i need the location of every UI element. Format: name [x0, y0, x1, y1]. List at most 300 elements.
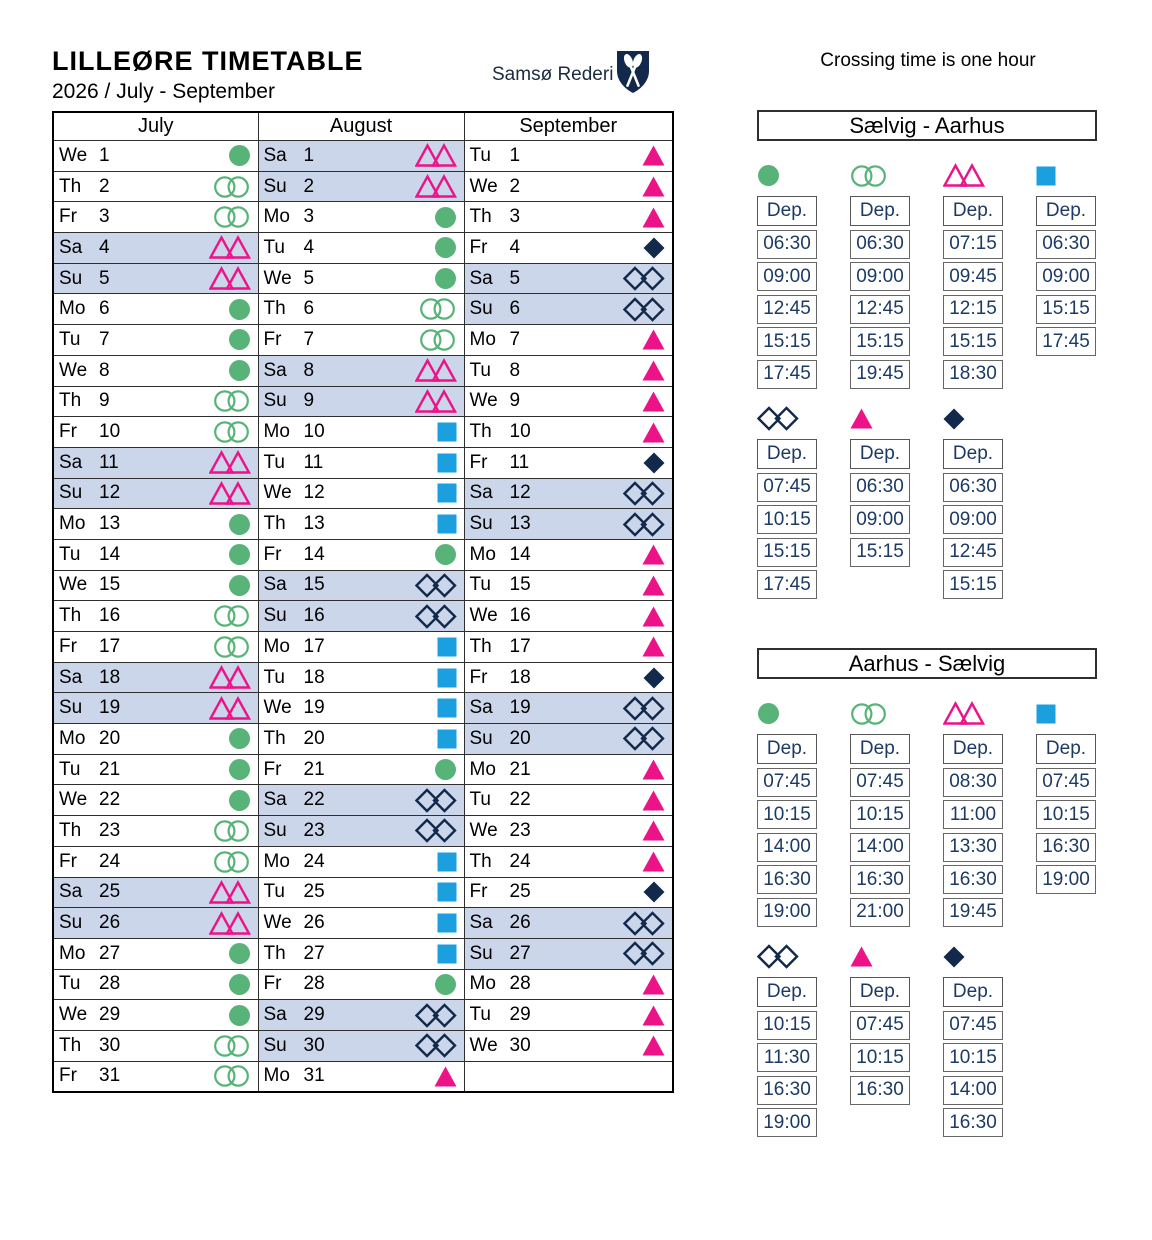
- calendar-cell: [53, 417, 258, 448]
- dep-header: Dep.: [757, 439, 817, 469]
- triangle-icon: [642, 790, 665, 811]
- double-triangle-icon: [209, 481, 251, 506]
- circle-icon: [228, 144, 251, 167]
- departure-time: 15:15: [757, 327, 817, 356]
- triangle-icon: [642, 606, 665, 627]
- calendar-cell: [258, 447, 464, 478]
- calendar-cell: [464, 846, 673, 877]
- day-number: 21: [303, 758, 325, 780]
- double-diamond-icon: [415, 1003, 457, 1028]
- day-number: 20: [303, 727, 325, 749]
- day-abbrev: Th: [263, 298, 286, 320]
- departure-column: [1036, 162, 1096, 360]
- calendar-row: [53, 263, 673, 294]
- day-number: 15: [509, 574, 531, 596]
- calendar-cell: [464, 509, 673, 540]
- departure-time: 17:45: [757, 360, 817, 389]
- departure-time: 16:30: [943, 865, 1003, 894]
- calendar-cell: [53, 202, 258, 233]
- calendar-cell: [258, 386, 464, 417]
- day-abbrev: Su: [469, 942, 493, 964]
- day-abbrev: We: [263, 482, 292, 504]
- departure-column: [757, 700, 817, 930]
- circle-icon: [228, 758, 251, 781]
- day-abbrev: We: [263, 267, 292, 289]
- departure-time: 09:45: [943, 262, 1003, 291]
- departure-time: 19:45: [850, 360, 910, 389]
- calendar-cell: [464, 141, 673, 172]
- calendar-cell: [258, 539, 464, 570]
- day-abbrev: Sa: [469, 267, 493, 289]
- schedule-row: [757, 162, 1099, 392]
- day-abbrev: Mo: [469, 543, 496, 565]
- route-title: Aarhus - Sælvig: [757, 648, 1097, 679]
- calendar-cell: [464, 294, 673, 325]
- departure-time: 09:00: [850, 262, 910, 291]
- day-abbrev: We: [263, 912, 292, 934]
- day-abbrev: Th: [59, 390, 82, 412]
- day-number: 28: [509, 973, 531, 995]
- day-number: 28: [303, 973, 325, 995]
- departure-time: 19:00: [757, 898, 817, 927]
- double-circle-icon: [213, 1034, 251, 1058]
- day-number: 8: [99, 359, 110, 381]
- calendar-cell: [464, 447, 673, 478]
- day-number: 13: [99, 513, 121, 535]
- calendar-row: [53, 294, 673, 325]
- double-circle-icon: [213, 635, 251, 659]
- triangle-icon: [642, 1035, 665, 1056]
- calendar-cell: [464, 877, 673, 908]
- calendar-cell: [53, 938, 258, 969]
- calendar-row: [53, 938, 673, 969]
- square-icon: [437, 483, 457, 503]
- departure-time: 12:15: [943, 295, 1003, 324]
- day-number: 4: [99, 236, 110, 258]
- day-number: 29: [99, 1004, 121, 1026]
- calendar-row: [53, 908, 673, 939]
- triangle-icon: [642, 145, 665, 166]
- day-abbrev: Tu: [263, 666, 285, 688]
- calendar-cell: [53, 171, 258, 202]
- double-circle-icon: [213, 604, 251, 628]
- square-icon: [1036, 162, 1096, 189]
- day-abbrev: Tu: [59, 758, 81, 780]
- departure-column: [850, 162, 910, 392]
- day-abbrev: Th: [59, 605, 82, 627]
- route-title: Sælvig - Aarhus: [757, 110, 1097, 141]
- calendar-cell: [53, 509, 258, 540]
- calendar-cell: [258, 724, 464, 755]
- day-number: 26: [99, 912, 121, 934]
- triangle-icon: [850, 405, 910, 432]
- calendar-cell: [464, 539, 673, 570]
- brand: [492, 50, 650, 99]
- day-number: 18: [303, 666, 325, 688]
- departure-time: 16:30: [757, 1076, 817, 1105]
- double-triangle-icon: [943, 162, 1003, 189]
- calendar-cell: [53, 355, 258, 386]
- calendar-row: [53, 693, 673, 724]
- day-abbrev: Mo: [469, 973, 496, 995]
- double-circle-icon: [213, 205, 251, 229]
- day-abbrev: Mo: [469, 328, 496, 350]
- departure-time: 16:30: [1036, 833, 1096, 862]
- day-number: 10: [303, 421, 325, 443]
- double-circle-icon: [850, 162, 910, 189]
- day-abbrev: Th: [469, 421, 492, 443]
- departure-time: 09:00: [1036, 262, 1096, 291]
- departure-time: 18:30: [943, 360, 1003, 389]
- day-number: 21: [99, 758, 121, 780]
- double-triangle-icon: [209, 266, 251, 291]
- square-icon: [437, 944, 457, 964]
- calendar-cell: [258, 601, 464, 632]
- calendar-row: [53, 754, 673, 785]
- triangle-icon: [642, 575, 665, 596]
- triangle-icon: [642, 329, 665, 350]
- calendar-row: [53, 325, 673, 356]
- calendar-cell: [53, 263, 258, 294]
- day-number: 8: [303, 359, 315, 381]
- circle-icon: [434, 206, 457, 229]
- day-abbrev: Fr: [469, 881, 488, 903]
- day-abbrev: Su: [59, 697, 83, 719]
- day-abbrev: Th: [59, 175, 82, 197]
- square-icon: [437, 698, 457, 718]
- square-icon: [437, 637, 457, 657]
- double-circle-icon: [213, 389, 251, 413]
- calendar-cell: [258, 1030, 464, 1061]
- calendar-cell: [464, 662, 673, 693]
- day-number: 10: [509, 421, 531, 443]
- double-diamond-icon: [623, 481, 665, 506]
- departure-column: [1036, 700, 1096, 898]
- calendar-cell: [464, 816, 673, 847]
- square-icon: [437, 882, 457, 902]
- day-number: 30: [509, 1034, 531, 1056]
- double-triangle-icon: [209, 696, 251, 721]
- calendar-cell: [464, 202, 673, 233]
- calendar-cell: [53, 386, 258, 417]
- day-number: 31: [303, 1065, 325, 1087]
- calendar-cell: [53, 908, 258, 939]
- departure-time: 10:15: [757, 800, 817, 829]
- calendar-cell: [53, 785, 258, 816]
- day-abbrev: Th: [263, 513, 286, 535]
- day-abbrev: Tu: [469, 144, 491, 166]
- calendar-cell: [258, 1061, 464, 1092]
- calendar-cell: [464, 938, 673, 969]
- day-abbrev: Th: [469, 206, 492, 228]
- departure-time: 09:00: [757, 262, 817, 291]
- calendar-cell: [464, 417, 673, 448]
- day-number: 27: [509, 942, 531, 964]
- double-diamond-icon: [623, 696, 665, 721]
- calendar-row: [53, 355, 673, 386]
- calendar-row: [53, 478, 673, 509]
- circle-icon: [228, 359, 251, 382]
- calendar-cell: [258, 263, 464, 294]
- day-abbrev: Tu: [469, 574, 491, 596]
- double-diamond-icon: [623, 726, 665, 751]
- samso-rederi-shield-icon: [616, 50, 650, 99]
- square-icon: [437, 422, 457, 442]
- triangle-icon: [642, 759, 665, 780]
- day-number: 30: [99, 1034, 121, 1056]
- day-number: 12: [99, 482, 121, 504]
- triangle-icon: [642, 974, 665, 995]
- calendar-cell: [258, 938, 464, 969]
- departure-time: 07:45: [850, 768, 910, 797]
- double-diamond-icon: [623, 266, 665, 291]
- day-abbrev: Tu: [59, 543, 81, 565]
- day-abbrev: Th: [263, 942, 286, 964]
- day-abbrev: Mo: [263, 206, 290, 228]
- dep-header: Dep.: [943, 439, 1003, 469]
- day-abbrev: Mo: [59, 298, 86, 320]
- triangle-icon: [434, 1066, 457, 1087]
- day-abbrev: Sa: [469, 482, 493, 504]
- calendar-cell: [258, 141, 464, 172]
- circle-icon: [228, 513, 251, 536]
- calendar-cell: [258, 693, 464, 724]
- departure-time: 12:45: [757, 295, 817, 324]
- calendar-row: [53, 1000, 673, 1031]
- day-number: 21: [509, 758, 531, 780]
- calendar-cell: [258, 509, 464, 540]
- departure-column: [757, 405, 817, 603]
- day-abbrev: We: [59, 1004, 88, 1026]
- departure-column: [757, 162, 817, 392]
- day-abbrev: Sa: [263, 1004, 287, 1026]
- calendar-cell: [53, 1061, 258, 1092]
- day-number: 8: [509, 359, 521, 381]
- departure-time: 16:30: [943, 1108, 1003, 1137]
- square-icon: [437, 913, 457, 933]
- day-number: 29: [509, 1004, 531, 1026]
- crossing-note: Crossing time is one hour: [820, 50, 1036, 71]
- day-abbrev: We: [469, 1034, 498, 1056]
- calendar-cell: [258, 785, 464, 816]
- departure-time: 15:15: [757, 538, 817, 567]
- day-abbrev: Th: [469, 635, 492, 657]
- departure-time: 14:00: [943, 1076, 1003, 1105]
- day-number: 24: [509, 850, 531, 872]
- departure-time: 09:00: [850, 505, 910, 534]
- calendar-cell: [258, 417, 464, 448]
- calendar-cell: [53, 570, 258, 601]
- double-triangle-icon: [415, 174, 457, 199]
- departure-column: [943, 405, 1003, 603]
- square-icon: [437, 453, 457, 473]
- day-abbrev: Fr: [59, 635, 77, 657]
- departure-time: 15:15: [943, 327, 1003, 356]
- departure-time: 10:15: [850, 800, 910, 829]
- departure-time: 10:15: [1036, 800, 1096, 829]
- day-number: 19: [509, 697, 531, 719]
- day-abbrev: Sa: [469, 697, 493, 719]
- diamond-icon: [943, 405, 1003, 432]
- calendar-row: [53, 846, 673, 877]
- day-abbrev: Fr: [59, 421, 77, 443]
- calendar-cell: [464, 478, 673, 509]
- day-number: 2: [509, 175, 521, 197]
- day-number: 17: [99, 635, 121, 657]
- calendar-cell: [258, 1000, 464, 1031]
- calendar-cell: [464, 693, 673, 724]
- circle-icon: [228, 1004, 251, 1027]
- departure-time: 08:30: [943, 768, 1003, 797]
- double-triangle-icon: [209, 235, 251, 260]
- square-icon: [437, 852, 457, 872]
- double-diamond-icon: [623, 512, 665, 537]
- departure-time: 19:45: [943, 898, 1003, 927]
- diamond-icon: [643, 237, 665, 259]
- departure-time: 16:30: [850, 865, 910, 894]
- day-number: 26: [509, 912, 531, 934]
- calendar-cell: [258, 325, 464, 356]
- double-diamond-icon: [623, 941, 665, 966]
- triangle-icon: [642, 1005, 665, 1026]
- calendar-cell: [258, 570, 464, 601]
- departure-time: 16:30: [757, 865, 817, 894]
- day-number: 22: [509, 789, 531, 811]
- double-circle-icon: [850, 700, 910, 727]
- day-number: 28: [99, 973, 121, 995]
- departure-time: 19:00: [757, 1108, 817, 1137]
- calendar-cell: [258, 478, 464, 509]
- double-diamond-icon: [415, 1033, 457, 1058]
- dep-header: Dep.: [1036, 734, 1096, 764]
- departure-time: 19:00: [1036, 865, 1096, 894]
- day-abbrev: Mo: [263, 1065, 290, 1087]
- diamond-icon: [943, 943, 1003, 970]
- day-number: 23: [99, 819, 121, 841]
- day-abbrev: We: [469, 390, 498, 412]
- day-abbrev: We: [59, 144, 88, 166]
- day-number: 4: [509, 236, 521, 258]
- departure-time: 14:00: [757, 833, 817, 862]
- calendar-cell: [258, 816, 464, 847]
- calendar-row: [53, 1061, 673, 1092]
- circle-icon: [757, 162, 817, 189]
- calendar-row: [53, 417, 673, 448]
- day-number: 25: [303, 881, 325, 903]
- day-abbrev: Su: [469, 727, 493, 749]
- day-number: 20: [509, 727, 531, 749]
- day-abbrev: Su: [263, 819, 287, 841]
- departure-column: [943, 162, 1003, 392]
- calendar-row: [53, 202, 673, 233]
- month-header: July: [53, 112, 258, 141]
- page-subtitle: 2026 / July - September: [52, 80, 275, 103]
- calendar-row: [53, 447, 673, 478]
- departure-time: 06:30: [943, 473, 1003, 502]
- day-number: 9: [303, 390, 315, 412]
- day-abbrev: Tu: [469, 1004, 491, 1026]
- departure-time: 07:15: [943, 230, 1003, 259]
- day-number: 27: [99, 942, 121, 964]
- departure-time: 07:45: [757, 473, 817, 502]
- departure-time: 17:45: [757, 570, 817, 599]
- calendar-cell: [53, 1000, 258, 1031]
- day-abbrev: Sa: [263, 359, 287, 381]
- day-abbrev: Mo: [469, 758, 496, 780]
- calendar-cell: [464, 632, 673, 663]
- day-abbrev: We: [469, 819, 498, 841]
- circle-icon: [434, 758, 457, 781]
- triangle-icon: [642, 544, 665, 565]
- calendar-cell: [258, 355, 464, 386]
- day-number: 7: [509, 328, 521, 350]
- day-number: 12: [509, 482, 531, 504]
- calendar-cell: [53, 1030, 258, 1061]
- day-number: 1: [303, 144, 315, 166]
- calendar-cell: [464, 171, 673, 202]
- double-triangle-icon: [943, 700, 1003, 727]
- day-abbrev: Th: [263, 727, 286, 749]
- day-abbrev: We: [263, 697, 292, 719]
- calendar-cell: [464, 601, 673, 632]
- double-circle-icon: [213, 1064, 251, 1088]
- day-abbrev: Th: [59, 819, 82, 841]
- departure-time: 16:30: [850, 1076, 910, 1105]
- day-number: 22: [303, 789, 325, 811]
- double-circle-icon: [213, 850, 251, 874]
- triangle-icon: [642, 391, 665, 412]
- brand-name: Samsø Rederi: [492, 63, 614, 85]
- day-number: 12: [303, 482, 325, 504]
- page-title: LILLEØRE TIMETABLE: [52, 46, 364, 76]
- calendar-cell: [53, 877, 258, 908]
- day-abbrev: Sa: [59, 881, 83, 903]
- day-abbrev: Tu: [59, 973, 81, 995]
- calendar-cell: [464, 969, 673, 1000]
- calendar-cell: [53, 601, 258, 632]
- day-number: 23: [509, 819, 531, 841]
- calendar-row: [53, 539, 673, 570]
- day-abbrev: Sa: [59, 451, 83, 473]
- day-number: 25: [509, 881, 531, 903]
- day-number: 6: [509, 298, 521, 320]
- calendar-row: [53, 171, 673, 202]
- day-abbrev: Tu: [263, 881, 285, 903]
- day-number: 2: [303, 175, 315, 197]
- circle-icon: [228, 543, 251, 566]
- calendar-row: [53, 1030, 673, 1061]
- square-icon: [437, 729, 457, 749]
- day-number: 1: [509, 144, 521, 166]
- departure-column: [757, 943, 817, 1141]
- circle-icon: [228, 298, 251, 321]
- calendar-cell: [53, 816, 258, 847]
- calendar-cell: [53, 447, 258, 478]
- double-triangle-icon: [209, 911, 251, 936]
- day-abbrev: Su: [59, 267, 83, 289]
- day-abbrev: Tu: [263, 236, 285, 258]
- calendar-cell: [53, 693, 258, 724]
- departure-time: 07:45: [1036, 768, 1096, 797]
- day-abbrev: We: [59, 359, 88, 381]
- day-number: 3: [509, 206, 521, 228]
- double-circle-icon: [419, 297, 457, 321]
- day-abbrev: Sa: [263, 144, 287, 166]
- calendar-cell: [53, 478, 258, 509]
- day-number: 14: [99, 543, 121, 565]
- calendar-cell: [258, 233, 464, 264]
- month-header: August: [258, 112, 464, 141]
